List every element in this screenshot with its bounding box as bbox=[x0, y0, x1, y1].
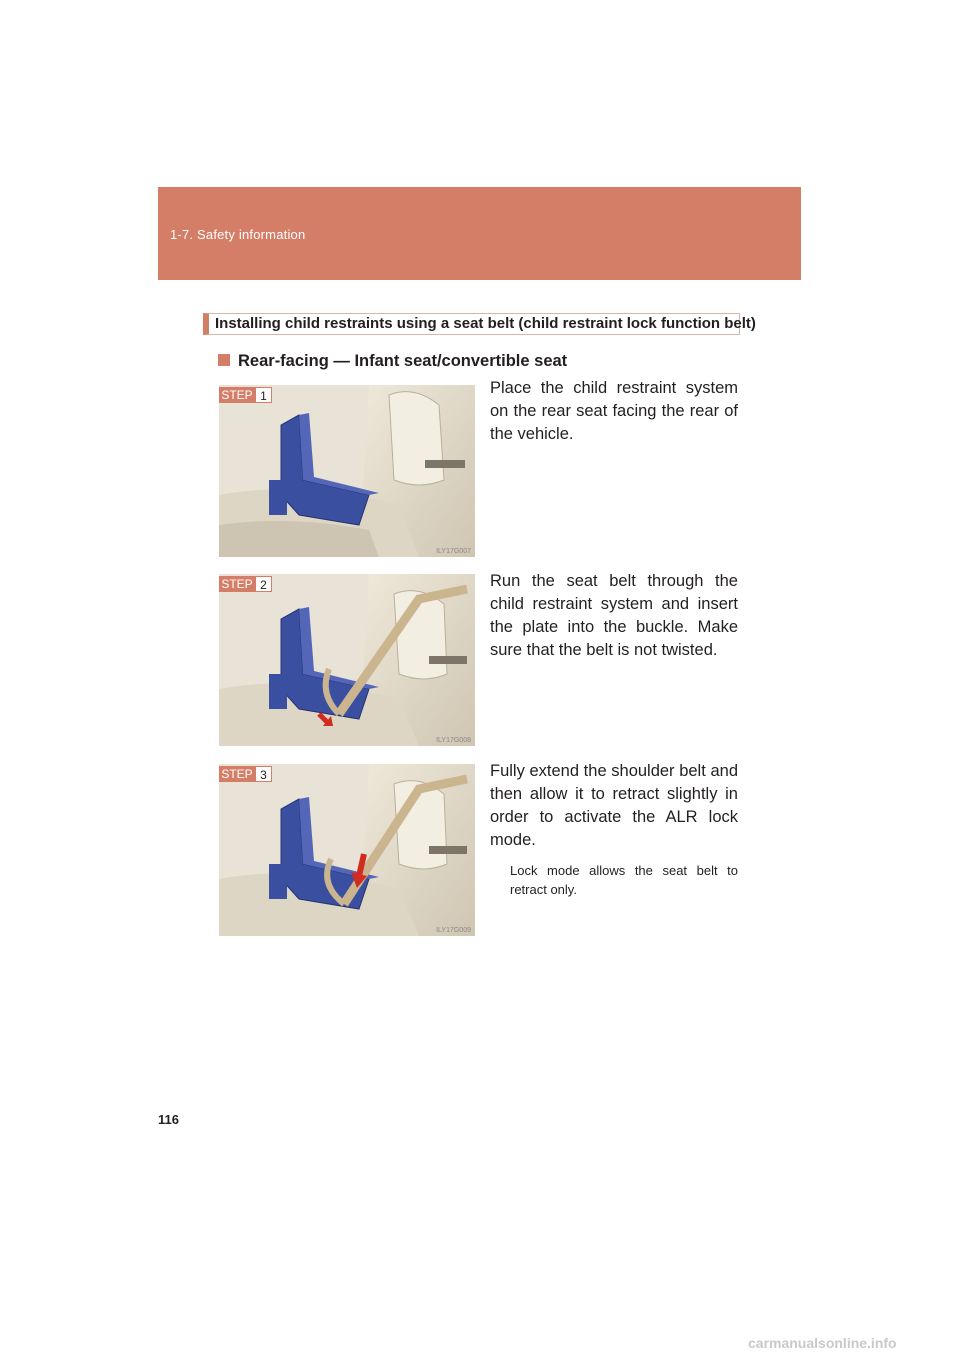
step-1-text: Place the child restraint system on the rear seat facing the rear of the vehicle. bbox=[490, 379, 738, 443]
step-3-illustration bbox=[219, 764, 475, 936]
section-title: Installing child restraints using a seat belt (child restraint lock function belt) bbox=[215, 315, 756, 332]
step-word: STEP bbox=[219, 387, 255, 403]
step-number: 3 bbox=[255, 766, 272, 782]
step-2-tag bbox=[219, 576, 274, 592]
step-3-note: Lock mode allows the seat belt to retract only. bbox=[510, 863, 738, 897]
step-3-tag bbox=[219, 766, 274, 782]
step-2-text: Run the seat belt through the child restraint system and insert the plate into the buckle. Make sure that the belt is not twisted. bbox=[490, 572, 738, 659]
image-code: ILY17G007 bbox=[436, 548, 471, 555]
header-band bbox=[158, 187, 801, 280]
image-code: ILY17G009 bbox=[436, 927, 471, 934]
page-number: 116 bbox=[158, 1112, 179, 1127]
step-1-tag bbox=[219, 387, 274, 403]
step-word: STEP bbox=[219, 576, 255, 592]
step-3-text: Fully extend the shoulder belt and then allow it to retract slightly in order to activate the ALR lock mode. bbox=[490, 762, 738, 849]
step-word: STEP bbox=[219, 766, 255, 782]
watermark: carmanualsonline.info bbox=[748, 1335, 897, 1351]
subheading bbox=[218, 352, 567, 371]
step-number: 2 bbox=[255, 576, 272, 592]
subheading-text: Rear-facing — Infant seat/convertible seat bbox=[238, 352, 568, 370]
section-heading-bar bbox=[203, 313, 756, 335]
section-breadcrumb: 1-7. Safety information bbox=[170, 227, 306, 242]
step-1-illustration bbox=[219, 385, 475, 557]
step-number: 1 bbox=[255, 387, 272, 403]
step-2-illustration bbox=[219, 574, 475, 746]
square-bullet-icon bbox=[218, 354, 230, 366]
image-code: ILY17G008 bbox=[436, 737, 471, 744]
